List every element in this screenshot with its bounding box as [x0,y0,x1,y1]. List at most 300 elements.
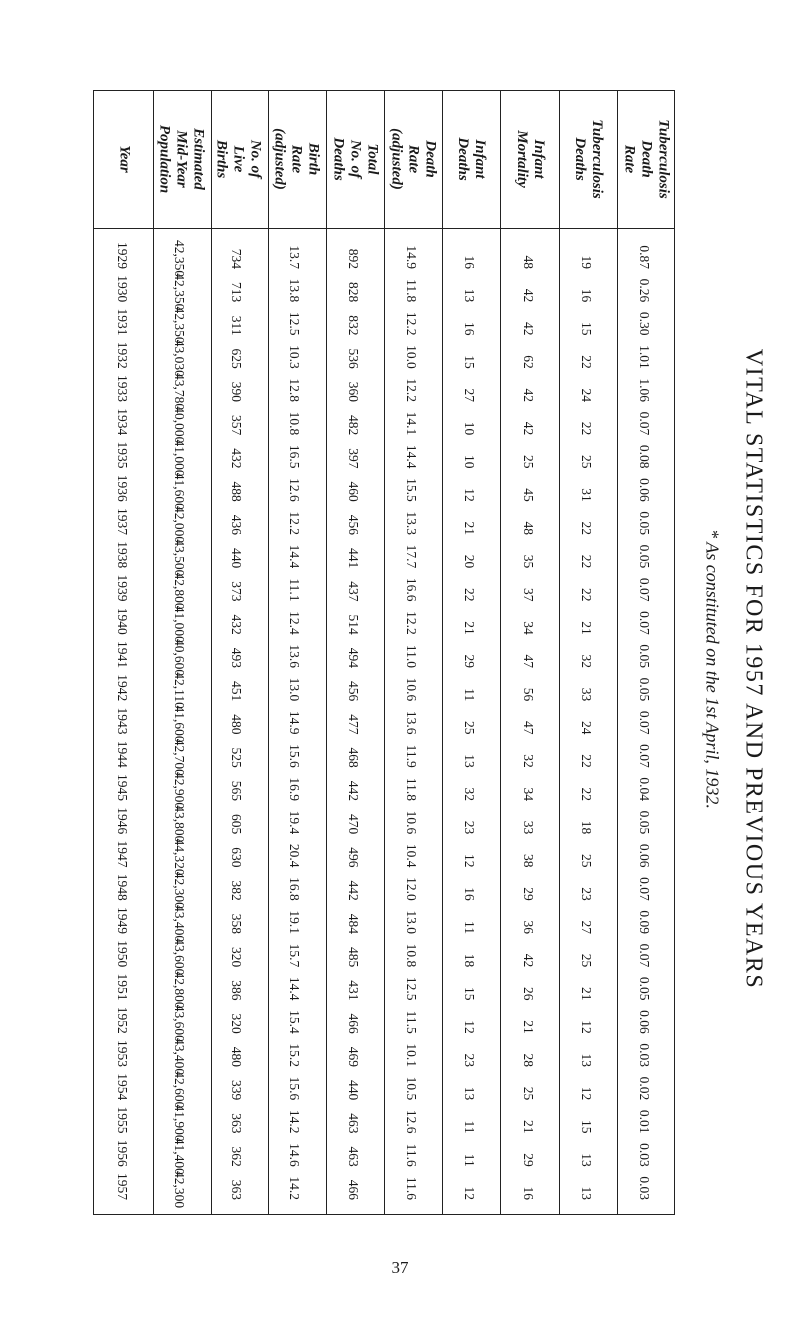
table-cell-infant-mortality: 32 [521,754,536,768]
table-cell-year: 1931 [115,308,130,336]
table-cell-live-births: 440 [229,548,244,569]
table-cell-population: 41,600 [172,472,187,510]
table-cell-total-deaths: 496 [346,847,361,868]
table-cell-population: 42,110 [172,672,187,709]
table-cell-infant-mortality: 26 [521,987,536,1001]
table-cell-population: 40,600 [172,639,187,677]
table-cell-infant-mortality: 42 [521,953,536,968]
footnote: * As constituted on the 1st April, 1932. [702,529,723,809]
table-cell-birth-rate: 15.2 [287,1043,302,1067]
table-cell-infant-deaths: 29 [462,654,477,668]
table-cell-total-deaths: 485 [346,947,361,968]
table-cell-infant-mortality: 47 [521,654,536,668]
table-cell-population: 42,300 [172,1171,187,1209]
table-cell-year: 1956 [115,1139,130,1167]
column-header-line: Deaths [330,137,347,181]
table-cell-year: 1949 [115,907,130,934]
table-cell-total-deaths: 482 [346,415,361,436]
table-cell-infant-mortality: 38 [521,854,536,868]
table-cell-population: 41,600 [172,705,187,743]
table-cell-year: 1951 [115,973,130,1001]
column-header-line: No. of [247,139,264,179]
table-cell-infant-mortality: 36 [521,920,536,934]
table-cell-infant-deaths: 12 [462,488,477,502]
table-cell-year: 1947 [115,840,130,868]
table-cell-birth-rate: 14.2 [287,1176,302,1200]
table-cell-live-births: 320 [229,1013,244,1034]
table-cell-infant-mortality: 21 [521,1020,536,1034]
table-cell-infant-deaths: 27 [462,388,477,402]
table-cell-population: 42,800 [172,572,187,610]
table-cell-live-births: 605 [229,814,244,835]
table-cell-death-rate: 12.0 [404,877,419,901]
table-cell-total-deaths: 484 [346,913,361,934]
table-cell-infant-deaths: 15 [462,355,477,369]
table-cell-year: 1945 [115,774,130,801]
table-cell-tb-death-rate: 0.05 [637,976,652,1001]
table-cell-tb-death-rate: 0.87 [637,245,652,269]
column-header-infant-mortality [513,90,547,228]
table-cell-infant-deaths: 13 [462,1086,477,1101]
column-divider [268,90,269,1215]
table-cell-death-rate: 11.5 [404,1010,419,1034]
table-cell-tb-death-rate: 1.01 [637,345,652,369]
table-cell-tb-deaths: 16 [579,288,594,303]
column-divider [617,90,618,1215]
table-cell-birth-rate: 15.6 [287,1076,302,1101]
table-cell-infant-mortality: 25 [521,1086,536,1101]
table-cell-death-rate: 12.6 [404,1109,419,1134]
column-header-line: Deaths [572,137,588,181]
table-cell-total-deaths: 431 [346,980,361,1001]
table-cell-year: 1944 [115,740,130,768]
table-cell-tb-deaths: 31 [579,488,594,502]
table-cell-population: 41,000 [172,439,187,477]
table-cell-total-deaths: 466 [346,1013,361,1034]
table-cell-death-rate: 11.6 [404,1143,419,1167]
column-header-line: Death [638,140,655,178]
table-cell-infant-mortality: 21 [521,1120,536,1134]
table-cell-tb-deaths: 22 [579,787,594,801]
table-cell-tb-deaths: 19 [579,255,594,269]
table-cell-total-deaths: 477 [346,714,361,735]
table-cell-tb-deaths: 22 [579,355,594,369]
column-header-line: Population [156,124,173,194]
column-header-total-deaths [330,90,381,228]
table-cell-total-deaths: 466 [346,1179,361,1200]
column-header-tb-deaths [571,90,605,228]
table-cell-live-births: 525 [229,747,244,768]
table-cell-year: 1932 [115,341,130,369]
table-cell-tb-death-rate: 0.05 [637,644,652,668]
table-cell-year: 1955 [115,1106,130,1134]
table-cell-live-births: 734 [229,248,244,269]
column-header-line: Deaths [455,137,471,181]
table-cell-live-births: 363 [229,1113,244,1134]
table-cell-death-rate: 11.8 [404,777,419,801]
table-cell-death-rate: 11.8 [404,279,419,303]
page-number: 37 [391,1258,409,1277]
column-divider [326,90,327,1215]
column-header-line: Infant [531,139,547,179]
table-cell-total-deaths: 828 [346,282,361,303]
table-cell-infant-deaths: 25 [462,721,477,735]
table-cell-population: 42,350 [172,273,187,311]
table-cell-birth-rate: 15.4 [287,1010,302,1034]
table-cell-tb-deaths: 23 [579,887,594,901]
table-cell-population: 41,900 [172,1104,187,1142]
column-header-line: Mortality [514,130,530,188]
table-cell-total-deaths: 460 [346,481,361,502]
column-header-live-births [213,90,264,228]
table-cell-tb-death-rate: 0.26 [637,278,652,303]
table-cell-tb-deaths: 15 [579,1120,594,1134]
table-cell-year: 1946 [115,807,130,835]
column-divider [500,90,501,1215]
table-cell-live-births: 630 [229,847,244,868]
table-cell-live-births: 386 [229,980,244,1001]
table-cell-death-rate: 17.7 [404,544,419,569]
table-cell-death-rate: 11.9 [404,744,419,768]
table-cell-tb-death-rate: 0.05 [637,810,652,835]
column-divider [442,90,443,1215]
table-cell-tb-death-rate: 0.03 [637,1176,652,1200]
table-cell-infant-mortality: 16 [521,1186,536,1200]
table-cell-birth-rate: 14.2 [287,1109,302,1134]
table-cell-live-births: 311 [229,315,244,336]
column-header-line: Tuberculosis [589,119,605,199]
table-cell-infant-mortality: 37 [521,588,536,602]
table-cell-year: 1948 [115,873,130,901]
table-cell-infant-deaths: 15 [462,987,477,1001]
table-cell-birth-rate: 12.5 [287,311,302,336]
table-cell-death-rate: 11.0 [404,644,419,668]
table-cell-live-births: 713 [229,282,244,303]
table-cell-death-rate: 10.6 [404,677,419,702]
table-cell-population: 43,600 [172,1004,187,1042]
table-cell-live-births: 432 [229,448,244,469]
table-cell-infant-deaths: 20 [462,554,477,569]
table-cell-population: 43,600 [172,938,187,976]
table-cell-population: 41,400 [172,1137,187,1175]
table-cell-birth-rate: 16.8 [287,877,302,901]
table-cell-birth-rate: 16.9 [287,777,302,801]
table-cell-infant-deaths: 23 [462,820,477,835]
table-cell-infant-deaths: 21 [462,621,477,635]
table-cell-infant-deaths: 11 [462,688,477,702]
table-cell-population: 42,300 [172,871,187,909]
table-cell-death-rate: 10.6 [404,810,419,835]
column-header-line: Mid-Year [173,130,190,188]
table-cell-year: 1942 [115,674,130,702]
table-cell-live-births: 480 [229,1046,244,1067]
table-cell-total-deaths: 463 [346,1146,361,1167]
table-cell-year: 1940 [115,607,130,635]
table-cell-infant-mortality: 34 [521,787,536,801]
table-cell-infant-mortality: 45 [521,488,536,502]
table-cell-tb-deaths: 25 [579,854,594,868]
table-cell-total-deaths: 440 [346,1080,361,1101]
table-cell-tb-death-rate: 0.07 [637,611,652,635]
table-cell-tb-death-rate: 1.06 [637,378,652,402]
table-cell-tb-deaths: 22 [579,754,594,768]
table-cell-infant-mortality: 48 [521,255,536,269]
column-header-line: Tuberculosis [655,119,672,199]
table-cell-infant-deaths: 13 [462,754,477,768]
column-header-population [156,90,207,228]
table-cell-tb-deaths: 21 [579,987,594,1001]
table-cell-total-deaths: 494 [346,647,361,668]
table-cell-tb-deaths: 25 [579,953,594,968]
table-cell-death-rate: 12.2 [404,311,419,336]
table-cell-birth-rate: 12.8 [287,378,302,402]
table-cell-infant-deaths: 11 [462,921,477,934]
table-cell-birth-rate: 19.4 [287,810,302,835]
table-cell-infant-deaths: 10 [462,421,477,436]
table-cell-birth-rate: 14.4 [287,976,302,1001]
column-header-tb-death-rate [621,90,672,228]
table-cell-tb-death-rate: 0.09 [637,910,652,934]
table-cell-tb-deaths: 22 [579,588,594,602]
table-cell-infant-deaths: 10 [462,455,477,469]
table-cell-infant-mortality: 29 [521,887,536,901]
table-cell-total-deaths: 456 [346,514,361,535]
column-header-line: Year [116,145,133,173]
table-cell-year: 1952 [115,1006,130,1034]
table-cell-birth-rate: 15.6 [287,744,302,768]
table-cell-year: 1950 [115,940,130,968]
column-header-line: (adjusted) [388,128,405,190]
table-cell-infant-mortality: 34 [521,621,536,635]
table-cell-total-deaths: 456 [346,681,361,702]
table-cell-total-deaths: 469 [346,1046,361,1067]
table-cell-tb-death-rate: 0.05 [637,511,652,535]
table-cell-live-births: 451 [229,681,244,702]
table-cell-tb-deaths: 18 [579,820,594,835]
column-divider [153,90,154,1215]
table-cell-year: 1930 [115,275,130,303]
column-header-line: No. of [347,139,364,179]
table-cell-infant-deaths: 12 [462,1020,477,1034]
table-cell-year: 1939 [115,574,130,602]
table-cell-infant-deaths: 12 [462,1186,477,1200]
table-cell-population: 43,030 [172,339,187,377]
table-cell-death-rate: 12.5 [404,976,419,1001]
table-cell-infant-mortality: 42 [521,388,536,402]
table-cell-total-deaths: 832 [346,315,361,336]
table-cell-live-births: 382 [229,880,244,901]
table-cell-live-births: 432 [229,614,244,635]
table-cell-population: 43,400 [172,1038,187,1076]
table-cell-death-rate: 11.6 [404,1176,419,1200]
column-header-death-rate [388,90,439,228]
table-cell-tb-death-rate: 0.07 [637,577,652,602]
table-cell-tb-deaths: 13 [579,1153,594,1167]
table-cell-tb-death-rate: 0.04 [637,777,652,801]
table-cell-year: 1941 [115,641,130,668]
table-cell-infant-deaths: 32 [462,787,477,801]
table-cell-live-births: 363 [229,1179,244,1200]
table-cell-tb-deaths: 21 [579,621,594,635]
table-cell-infant-deaths: 16 [462,887,477,901]
table-cell-tb-deaths: 13 [579,1186,594,1200]
table-cell-tb-death-rate: 0.07 [637,411,652,436]
table-cell-live-births: 488 [229,481,244,502]
table-cell-population: 40,000 [172,406,187,444]
table-cell-infant-deaths: 11 [462,1153,477,1167]
table-cell-death-rate: 15.5 [404,478,419,502]
table-cell-population: 41,000 [172,605,187,643]
table-cell-live-births: 357 [229,415,244,436]
table-cell-tb-deaths: 33 [579,687,594,702]
table-cell-live-births: 625 [229,348,244,369]
table-cell-birth-rate: 14.4 [287,544,302,569]
table-cell-tb-death-rate: 0.08 [637,444,652,469]
table-cell-population: 42,350 [172,240,187,278]
table-cell-death-rate: 14.4 [404,444,419,469]
table-cell-live-births: 390 [229,381,244,402]
column-divider [384,90,385,1215]
table-cell-live-births: 358 [229,913,244,934]
table-cell-tb-death-rate: 0.02 [637,1076,652,1101]
table-cell-death-rate: 10.0 [404,345,419,369]
table-cell-infant-deaths: 23 [462,1053,477,1067]
table-cell-infant-deaths: 18 [462,953,477,968]
table-cell-death-rate: 12.2 [404,611,419,635]
table-cell-year: 1953 [115,1040,130,1067]
table-cell-infant-mortality: 42 [521,322,536,336]
table-cell-infant-mortality: 29 [521,1153,536,1167]
table-cell-total-deaths: 514 [346,614,361,635]
table-cell-live-births: 362 [229,1146,244,1167]
table-cell-tb-deaths: 32 [579,654,594,668]
column-header-line: Births [213,139,230,179]
table-cell-tb-death-rate: 0.01 [637,1109,652,1134]
table-cell-population: 42,900 [172,772,187,810]
column-header-line: Rate [288,144,305,174]
table-cell-birth-rate: 13.6 [287,644,302,668]
table-cell-population: 42,700 [172,738,187,776]
table-cell-year: 1938 [115,541,130,569]
table-cell-total-deaths: 442 [346,780,361,801]
table-cell-infant-mortality: 47 [521,721,536,735]
table-cell-tb-deaths: 15 [579,322,594,336]
table-cell-population: 42,800 [172,971,187,1009]
table-cell-infant-deaths: 11 [462,1120,477,1134]
table-cell-tb-deaths: 22 [579,521,594,535]
table-cell-total-deaths: 463 [346,1113,361,1134]
table-cell-tb-death-rate: 0.07 [637,710,652,735]
table-cell-live-births: 493 [229,647,244,668]
table-cell-population: 43,780 [172,373,187,411]
column-header-line: (adjusted) [271,128,288,190]
table-cell-infant-deaths: 22 [462,588,477,602]
table-cell-infant-mortality: 35 [521,554,536,569]
column-divider [559,90,560,1215]
column-header-line: Death [422,140,439,178]
table-cell-tb-deaths: 12 [579,1020,594,1034]
page-title: VITAL STATISTICS FOR 1957 AND PREVIOUS YEARS [740,348,767,990]
table-cell-total-deaths: 442 [346,880,361,901]
table-cell-population: 43,400 [172,905,187,943]
table-cell-birth-rate: 14.9 [287,710,302,735]
table-cell-population: 43,500 [172,539,187,577]
table-cell-tb-deaths: 27 [579,920,594,934]
table-cell-birth-rate: 12.4 [287,611,302,635]
table-cell-tb-death-rate: 0.07 [637,744,652,768]
table-cell-birth-rate: 16.5 [287,444,302,469]
table-cell-death-rate: 13.3 [404,511,419,535]
table-cell-death-rate: 13.6 [404,710,419,735]
table-cell-birth-rate: 20.4 [287,843,302,868]
table-cell-year: 1936 [115,474,130,502]
table-cell-population: 42,350 [172,306,187,344]
table-cell-death-rate: 13.0 [404,910,419,934]
table-cell-birth-rate: 14.6 [287,1143,302,1167]
table-cell-infant-mortality: 48 [521,521,536,535]
table-cell-total-deaths: 468 [346,747,361,768]
table-cell-death-rate: 16.6 [404,577,419,602]
table-cell-tb-deaths: 24 [579,721,594,735]
table-cell-year: 1957 [115,1173,130,1200]
table-cell-total-deaths: 360 [346,381,361,402]
column-header-line: Estimated [190,128,207,190]
table-cell-live-births: 565 [229,780,244,801]
table-cell-birth-rate: 10.3 [287,345,302,369]
table-cell-infant-deaths: 13 [462,288,477,303]
column-header-line: Live [230,145,247,173]
table-cell-infant-mortality: 25 [521,455,536,469]
table-cell-year: 1929 [115,242,130,269]
table-cell-tb-deaths: 22 [579,421,594,436]
table-cell-birth-rate: 15.7 [287,943,302,968]
table-cell-death-rate: 14.9 [404,245,419,269]
table-cell-infant-mortality: 33 [521,820,536,835]
column-header-line: Rate [405,144,422,174]
column-header-line: Infant [472,139,488,179]
table-cell-live-births: 480 [229,714,244,735]
table-cell-tb-death-rate: 0.03 [637,1143,652,1167]
table-cell-year: 1935 [115,441,130,469]
table-cell-birth-rate: 12.2 [287,511,302,535]
table-cell-death-rate: 14.1 [404,411,419,436]
table-cell-tb-deaths: 12 [579,1086,594,1101]
table-cell-tb-death-rate: 0.03 [637,1043,652,1067]
column-header-line: Rate [621,144,638,174]
table-cell-birth-rate: 13.7 [287,245,302,269]
table-cell-infant-deaths: 16 [462,322,477,336]
table-cell-tb-death-rate: 0.05 [637,677,652,702]
column-header-infant-deaths [454,90,488,228]
column-header-line: Total [364,143,381,175]
table-cell-infant-deaths: 12 [462,854,477,868]
table-cell-death-rate: 12.2 [404,378,419,402]
table-cell-infant-mortality: 62 [521,355,536,369]
table-cell-infant-mortality: 28 [521,1053,536,1067]
column-header-line: Birth [305,142,322,176]
table-cell-total-deaths: 397 [346,448,361,469]
table-cell-infant-mortality: 42 [521,421,536,436]
table-cell-year: 1943 [115,707,130,735]
table-cell-live-births: 320 [229,947,244,968]
table-cell-tb-death-rate: 0.05 [637,544,652,569]
table-cell-tb-deaths: 13 [579,1053,594,1067]
table-cell-live-births: 436 [229,514,244,535]
table-cell-death-rate: 10.5 [404,1076,419,1101]
table-cell-death-rate: 10.1 [404,1043,419,1067]
table-cell-birth-rate: 11.1 [287,578,302,602]
table-cell-tb-death-rate: 0.06 [637,478,652,502]
